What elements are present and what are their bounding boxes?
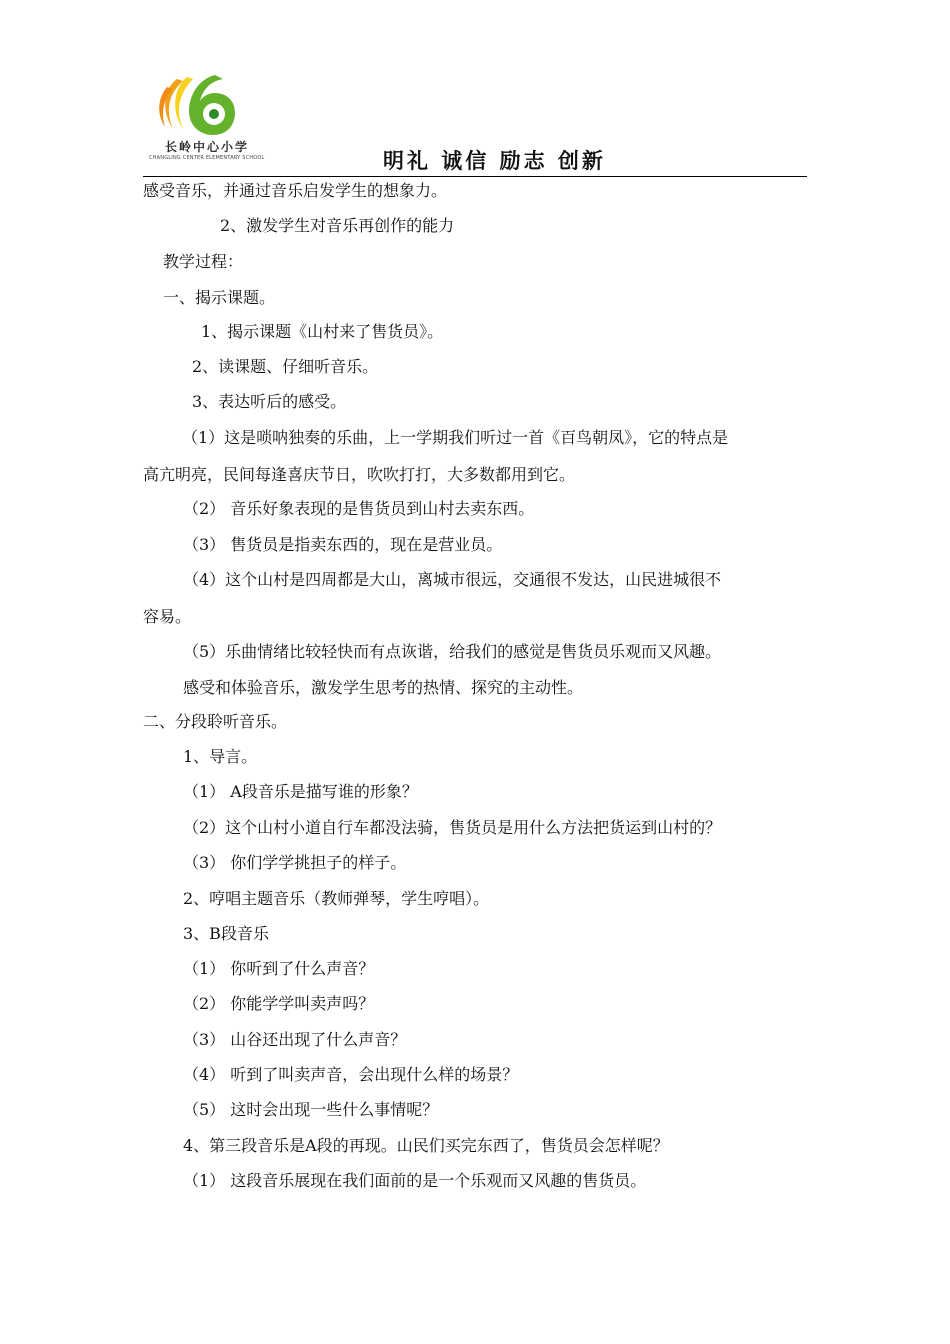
text-line: （5）乐曲情绪比较轻快而有点诙谐，给我们的感觉是售货员乐观而又风趣。 (183, 642, 722, 661)
text-line: 2、哼唱主题音乐（教师弹琴，学生哼唱）。 (183, 889, 490, 908)
text-line: （2）这个山村小道自行车都没法骑，售货员是用什么方法把货运到山村的？ (183, 818, 722, 837)
text-line: （1）这是唢呐独奏的乐曲，上一学期我们听过一首《百鸟朝凤》，它的特点是 (182, 428, 729, 447)
text-line: （3） 山谷还出现了什么声音？ (183, 1030, 407, 1049)
school-logo (143, 67, 274, 167)
text-line: 感受和体验音乐，激发学生思考的热情、探究的主动性。 (183, 678, 584, 697)
text-line: 2、激发学生对音乐再创作的能力 (220, 216, 455, 235)
text-line: 3、B段音乐 (183, 924, 269, 943)
text-line: 容易。 (143, 607, 192, 626)
text-line: （4）这个山村是四周都是大山，离城市很远，交通很不发达，山民进城很不 (183, 570, 722, 589)
text-line: 3、表达听后的感受。 (192, 392, 347, 411)
text-line: 1、导言。 (183, 747, 258, 766)
section-heading: 二、分段聆听音乐。 (143, 712, 288, 731)
text-line: （1） 这段音乐展现在我们面前的是一个乐观而又风趣的售货员。 (183, 1171, 647, 1190)
text-line: （4） 听到了叫卖声音，会出现什么样的场景？ (183, 1065, 519, 1084)
logo-school-name-en: CHANGLING CENTER ELEMENTARY SCHOOL (149, 155, 265, 161)
text-line: （3） 售货员是指卖东西的，现在是营业员。 (183, 535, 503, 554)
text-line: （1） A段音乐是描写谁的形象？ (183, 782, 418, 801)
header-divider (143, 176, 807, 177)
logo-school-name-cn: 长岭中心小学 (165, 140, 250, 154)
text-line: 高亢明亮，民间每逢喜庆节日，吹吹打打，大多数都用到它。 (143, 465, 576, 484)
text-line: （1） 你听到了什么声音？ (183, 959, 375, 978)
text-line: 教学过程： (163, 252, 244, 271)
text-line: 感受音乐，并通过音乐启发学生的想象力。 (143, 181, 448, 200)
text-line: （2） 音乐好象表现的是售货员到山村去卖东西。 (183, 499, 535, 518)
section-heading: 一、揭示课题。 (163, 288, 276, 307)
text-line: 1、揭示课题《山村来了售货员》。 (201, 322, 444, 341)
text-line: （5） 这时会出现一些什么事情呢？ (183, 1100, 439, 1119)
text-line: （3） 你们学学挑担子的样子。 (183, 853, 407, 872)
school-motto: 明礼 诚信 励志 创新 (383, 149, 606, 173)
text-line: 4、第三段音乐是A段的再现。山民们买完东西了，售货员会怎样呢？ (183, 1136, 669, 1155)
text-line: 2、读课题、仔细听音乐。 (192, 357, 379, 376)
text-line: （2） 你能学学叫卖声吗？ (183, 994, 375, 1013)
